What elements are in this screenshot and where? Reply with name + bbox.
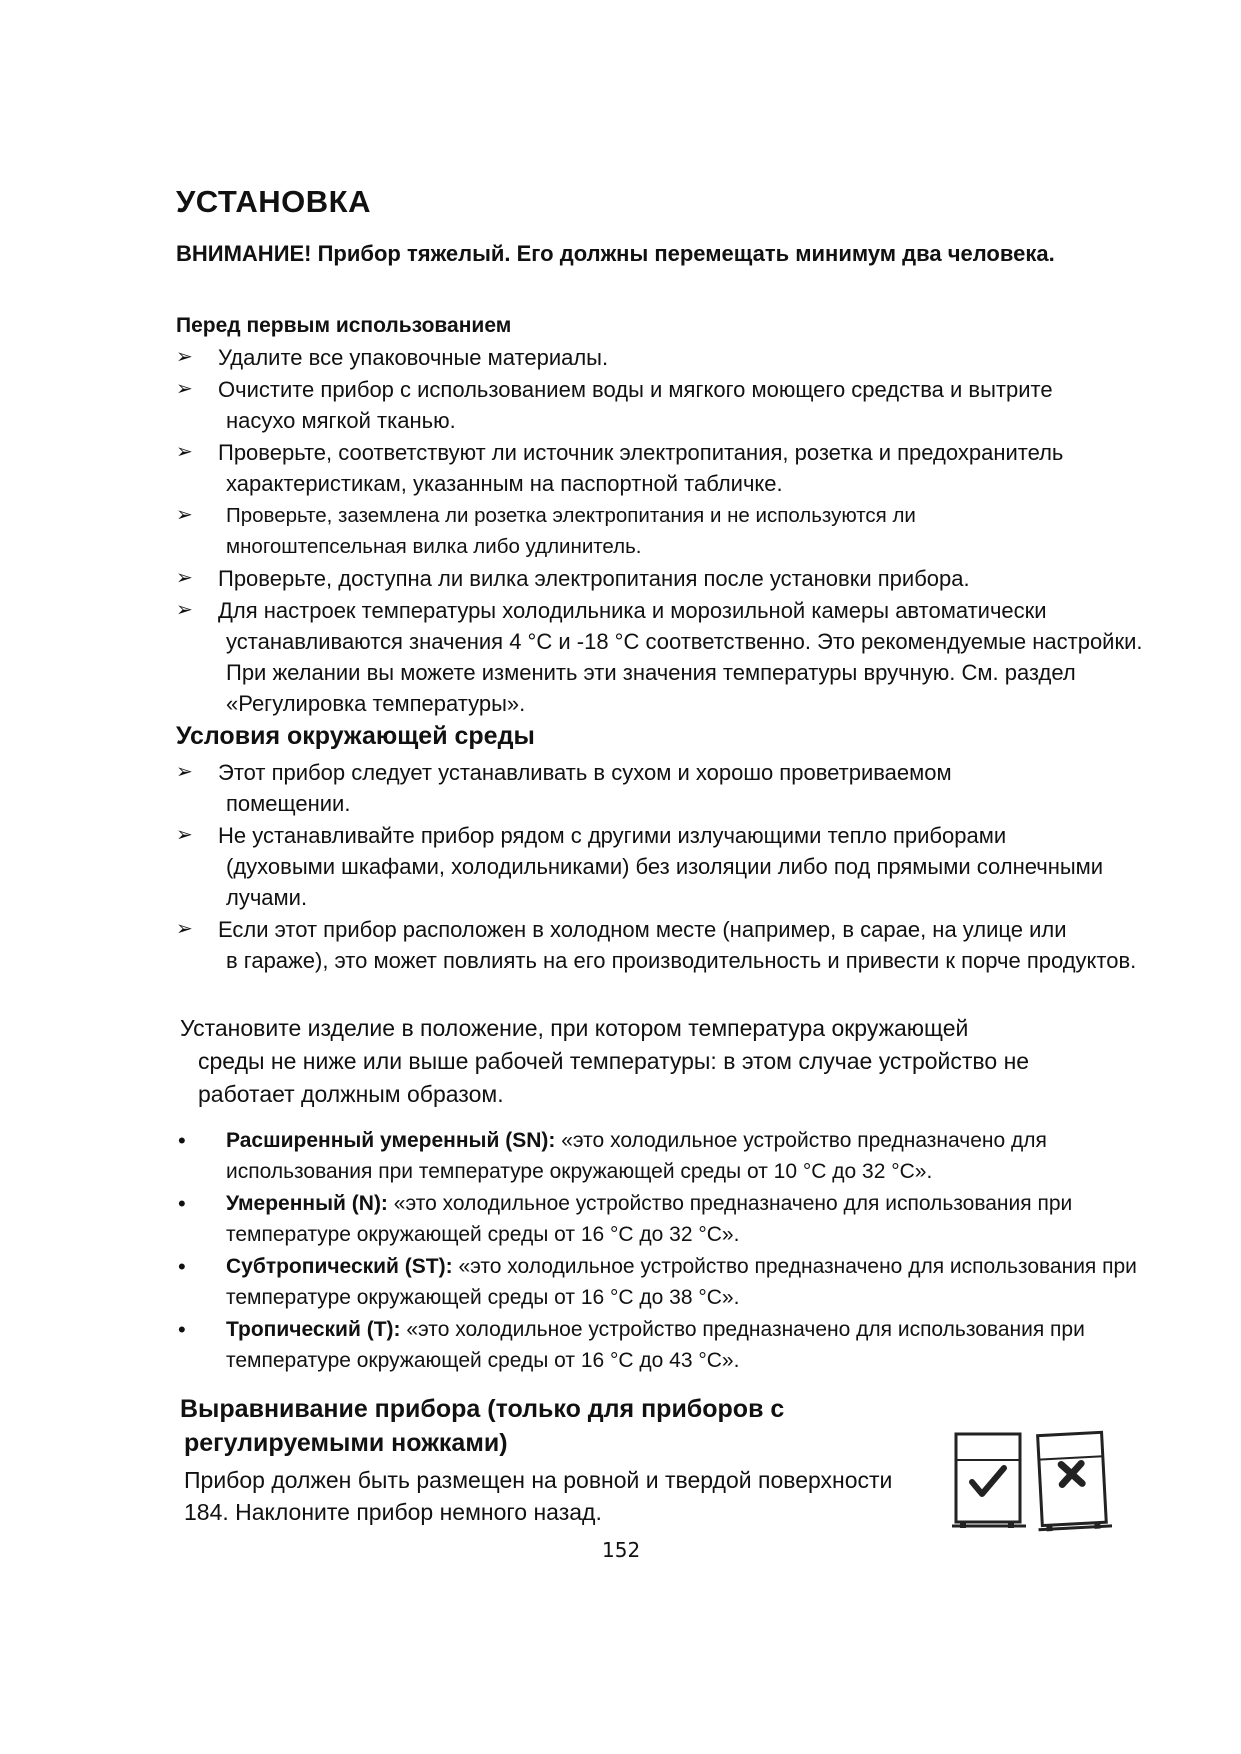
arrow-bullet-icon: ➢ <box>176 441 193 463</box>
list-item: • Умеренный (N): «это холодильное устройство предназначено для использования при температуре окружающей среды от 16 °C до 32 °C». <box>172 1188 1172 1250</box>
environment-heading: Условия окружающей среды <box>176 722 535 750</box>
list-item: ➢ Удалите все упаковочные материалы. <box>176 342 1176 373</box>
list-item: ➢ Если этот прибор расположен в холодном месте (например, в сарае, на улице или в гараже), это может повлиять на его производительность и привести к порче продуктов. <box>176 914 1176 976</box>
before-use-heading: Перед первым использованием <box>176 314 512 337</box>
list-item: ➢ Очистите прибор с использованием воды и мягкого моющего средства и вытрите насухо мягкой тканью. <box>176 374 1176 436</box>
arrow-bullet-icon: ➢ <box>176 378 193 400</box>
list-item: ➢ Этот прибор следует устанавливать в сухом и хорошо проветриваемом помещении. <box>176 757 1176 819</box>
check-icon <box>972 1468 1004 1494</box>
level-ok-figure <box>952 1434 1026 1528</box>
leveling-text: Прибор должен быть размещен на ровной и твердой поверхности 184. Наклоните прибор немного назад. <box>184 1467 893 1525</box>
page-number: 152 <box>602 1538 641 1562</box>
arrow-bullet-icon: ➢ <box>176 504 193 526</box>
arrow-bullet-icon: ➢ <box>176 346 193 368</box>
cross-icon <box>1061 1463 1082 1484</box>
list-item: ➢ Проверьте, соответствуют ли источник электропитания, розетка и предохранитель характеристикам, указанным на паспортной табличке. <box>176 437 1176 499</box>
arrow-bullet-icon: ➢ <box>176 567 193 589</box>
arrow-bullet-icon: ➢ <box>176 824 193 846</box>
level-wrong-figure <box>1034 1432 1112 1532</box>
list-item: ➢ Не устанавливайте прибор рядом с другими излучающими тепло приборами (духовыми шкафами, холодильниками) без изоляции либо под прямыми солнечными лучами. <box>176 820 1176 913</box>
warning-text: ВНИМАНИЕ! Прибор тяжелый. Его должны перемещать минимум два человека. <box>176 241 1055 266</box>
bullet-icon: • <box>178 1191 186 1216</box>
arrow-bullet-icon: ➢ <box>176 918 193 940</box>
bullet-icon: • <box>178 1254 186 1279</box>
list-item: • Тропический (T): «это холодильное устройство предназначено для использования при температуре окружающей среды от 16 °C до 43 °C». <box>172 1314 1172 1376</box>
leveling-figure-svg <box>952 1430 1112 1540</box>
list-item: ➢ Для настроек температуры холодильника и морозильной камеры автоматически устанавливаются значения 4 °C и -18 °C соответственно. Это рекомендуемые настройки. При желании вы можете изменить эти значения температуры вручную. См. раздел «Регулировка температуры». <box>176 595 1176 719</box>
list-item: • Субтропический (ST): «это холодильное устройство предназначено для использования при температуре окружающей среды от 16 °C до 38 °C». <box>172 1251 1172 1313</box>
leveling-illustration <box>952 1430 1112 1540</box>
leveling-heading: Выравнивание прибора (только для приборов с регулируемыми ножками) <box>180 1395 785 1457</box>
bullet-icon: • <box>178 1317 186 1342</box>
page-title: УСТАНОВКА <box>176 184 371 219</box>
list-item: ➢ Проверьте, доступна ли вилка электропитания после установки прибора. <box>176 563 1176 594</box>
arrow-bullet-icon: ➢ <box>176 761 193 783</box>
climate-class-list <box>172 1125 1172 1377</box>
environment-list <box>176 757 1176 977</box>
arrow-bullet-icon: ➢ <box>176 599 193 621</box>
list-item: ➢ Проверьте, заземлена ли розетка электропитания и не используются ли многоштепсельная вилка либо удлинитель. <box>176 500 1176 562</box>
list-item: • Расширенный умеренный (SN): «это холодильное устройство предназначено для использования при температуре окружающей среды от 10 °C до 32 °C». <box>172 1125 1172 1187</box>
before-use-list <box>176 342 1176 720</box>
bullet-icon: • <box>178 1128 186 1153</box>
environment-paragraph: Установите изделие в положение, при котором температура окружающей среды не ниже или выше рабочей температуры: в этом случае устройство не работает должным образом. <box>180 1015 1030 1107</box>
